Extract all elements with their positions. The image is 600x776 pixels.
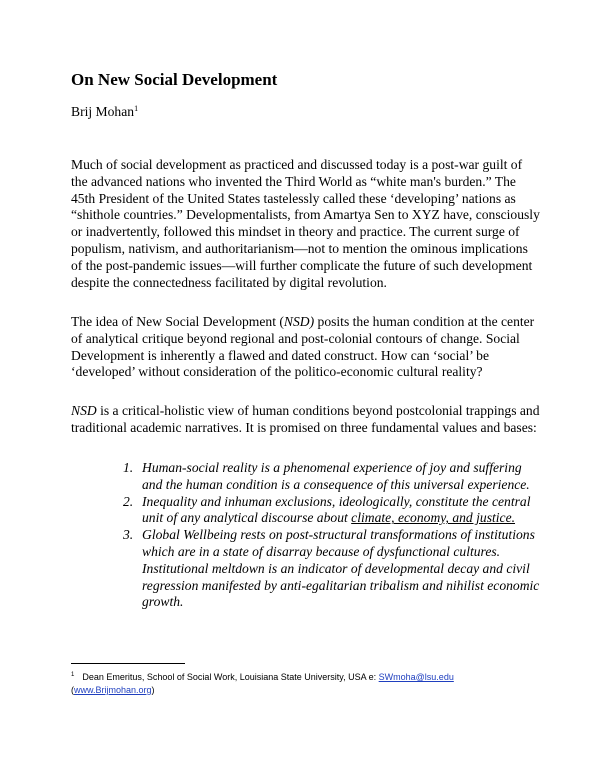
list-number: 3. <box>123 527 134 543</box>
list-item: 2. Inequality and inhuman exclusions, ideologically, constitute the central unit of any analytical discourse about climate, economy, and justice. <box>123 493 531 526</box>
list-number: 2. <box>123 493 134 509</box>
footnote-number: 1 <box>71 672 75 678</box>
website-link[interactable]: www.Brijmohan.org <box>74 685 152 695</box>
list-item: 3. Global Wellbeing rests on post-structural transformations of institutions which are in a state of disarray because of dysfunctional cultures. Institutional meltdown is an indicator of developmental decay and civil regression manifested by anti-egalitarian tribalism and nihilist economic growth. <box>123 527 540 610</box>
footnote-separator <box>71 663 185 664</box>
nsd-abbrev: NSD <box>71 403 97 418</box>
document-title: On New Social Development <box>71 70 278 89</box>
paragraph-2: The idea of New Social Development (NSD) posits the human condition at the center of analytical critique beyond regional and post-colonial contours of change. Social Development is inherently a flawed and dated construct. How can ‘social’ be ‘developed’ without consideration of the politico-economic cultural reality? <box>71 314 535 380</box>
footnote: $^1$ Dean Emeritus, School of Social Work, Louisiana State University, USA e: SWmoha@lsu.edu (www.Brijmohan.org) <box>71 672 454 695</box>
author-line <box>71 104 138 120</box>
list-number: 1. <box>123 460 134 475</box>
author-name: Brij Mohan <box>71 104 135 119</box>
email-link[interactable]: SWmoha@lsu.edu <box>378 672 454 682</box>
underlined-phrase: climate, economy, and justice. <box>351 510 516 526</box>
paragraph-3: NSD is a critical-holistic view of human conditions beyond postcolonial trappings and traditional academic narratives. It is promised on three fundamental values and bases: <box>71 403 540 435</box>
footnote-marker: 1 <box>134 104 139 113</box>
values-list <box>120 460 540 611</box>
paragraph-1: Much of social development as practiced and discussed today is a post-war guilt of the advanced nations who invented the Third World as “white man's burden.” The 45th President of the United States tastelessly called these ‘developing’ nations as “shithole countries.” Developmentalists, from Amartya Sen to XYZ have, consciously or inadvertently, followed this mindset in theory and practice. The current surge of populism, nativism, and authoritarianism—not to mention the ominous implications of the post-pandemic issues—will further complicate the future of such development despite the connectedness facilitated by digital revolution. <box>71 157 540 290</box>
nsd-abbrev: NSD) <box>283 314 315 329</box>
list-item: 1. Human-social reality is a phenomenal experience of joy and suffering and the human condition is a consequence of this universal experience. <box>123 460 530 492</box>
